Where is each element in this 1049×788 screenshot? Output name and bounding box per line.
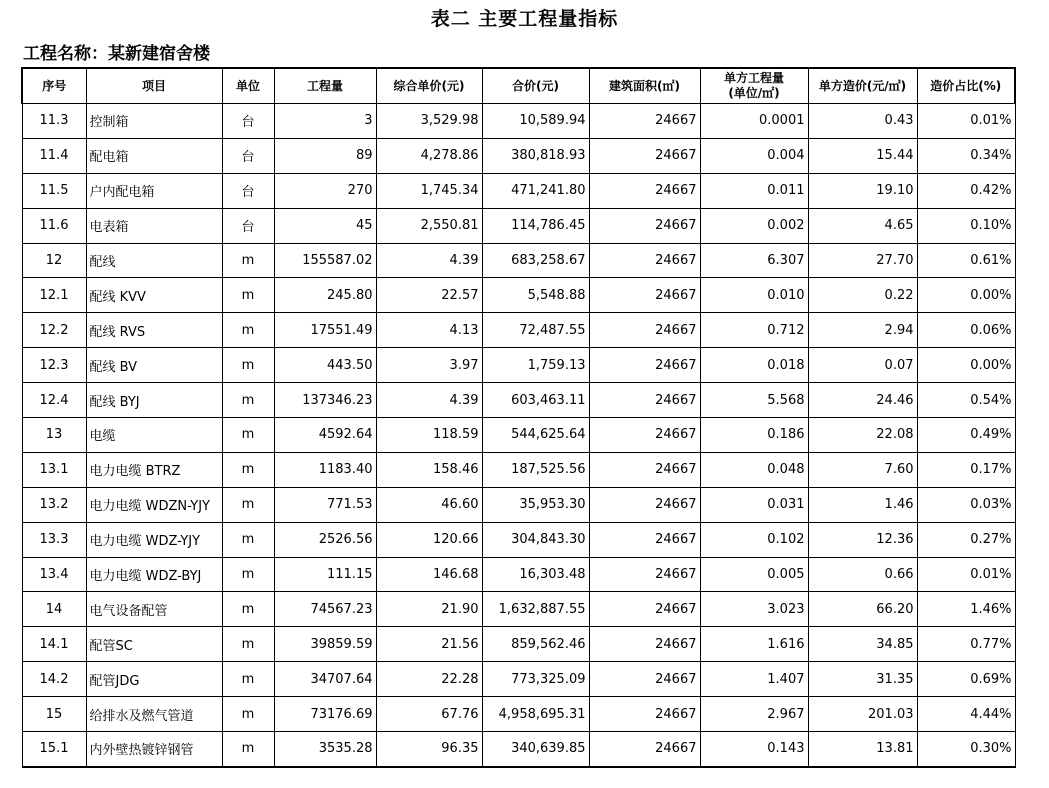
document-title: 表二 主要工程量指标 xyxy=(430,8,619,30)
col-building-area-header-line: 建筑面积(㎡) xyxy=(609,78,680,93)
table-row xyxy=(22,487,1015,522)
col-building-area-cell: 24667 xyxy=(589,732,700,767)
col-item-header xyxy=(86,68,222,104)
col-qty-per-area-cell: 2.967 xyxy=(700,697,808,732)
col-seq-cell: 11.5 xyxy=(22,173,86,208)
col-total-price-cell: 114,786.45 xyxy=(482,208,589,243)
col-seq-cell: 12 xyxy=(22,243,86,278)
col-qty-per-area-cell: 5.568 xyxy=(700,383,808,418)
col-seq-cell: 12.3 xyxy=(22,348,86,383)
col-unit-cell: m xyxy=(222,278,274,313)
col-building-area-cell: 24667 xyxy=(589,208,700,243)
col-cost-ratio-cell: 0.42% xyxy=(917,173,1015,208)
col-unit-price-cell: 2,550.81 xyxy=(376,208,482,243)
col-building-area-cell: 24667 xyxy=(589,697,700,732)
col-building-area-cell: 24667 xyxy=(589,173,700,208)
col-seq-cell: 13 xyxy=(22,418,86,453)
col-total-price-cell: 35,953.30 xyxy=(482,487,589,522)
col-unit-price-cell: 3,529.98 xyxy=(376,104,482,139)
col-unit-cell: m xyxy=(222,487,274,522)
col-building-area-cell: 24667 xyxy=(589,452,700,487)
table-row xyxy=(22,732,1015,767)
col-unit-price-cell: 1,745.34 xyxy=(376,173,482,208)
col-item-cell: 电表箱 xyxy=(86,208,222,243)
col-unit-cell: m xyxy=(222,697,274,732)
col-cost-per-area-cell: 13.81 xyxy=(808,732,917,767)
col-quantity-cell: 443.50 xyxy=(274,348,376,383)
col-item-cell: 电力电缆 WDZ-BYJ xyxy=(86,557,222,592)
col-cost-ratio-cell: 1.46% xyxy=(917,592,1015,627)
col-building-area-cell: 24667 xyxy=(589,627,700,662)
col-seq-cell: 11.3 xyxy=(22,104,86,139)
table-row xyxy=(22,208,1015,243)
col-total-price-cell: 1,759.13 xyxy=(482,348,589,383)
col-unit-cell: m xyxy=(222,557,274,592)
col-qty-per-area-cell: 0.010 xyxy=(700,278,808,313)
col-unit-cell: m xyxy=(222,592,274,627)
table-row xyxy=(22,348,1015,383)
col-item-cell: 配线 BYJ xyxy=(86,383,222,418)
col-quantity-cell: 245.80 xyxy=(274,278,376,313)
col-total-price-cell: 859,562.46 xyxy=(482,627,589,662)
col-total-price-cell: 10,589.94 xyxy=(482,104,589,139)
col-qty-per-area-cell: 0.102 xyxy=(700,522,808,557)
col-item-cell: 电气设备配管 xyxy=(86,592,222,627)
col-quantity-cell: 3 xyxy=(274,104,376,139)
col-building-area-cell: 24667 xyxy=(589,418,700,453)
col-total-price-cell: 4,958,695.31 xyxy=(482,697,589,732)
col-cost-per-area-cell: 27.70 xyxy=(808,243,917,278)
col-unit-cell: m xyxy=(222,418,274,453)
col-unit-price-cell: 4.13 xyxy=(376,313,482,348)
col-cost-ratio-header-line: 造价占比(%) xyxy=(930,78,1002,93)
col-item-cell: 控制箱 xyxy=(86,104,222,139)
col-cost-ratio-cell: 0.00% xyxy=(917,348,1015,383)
table-row xyxy=(22,313,1015,348)
project-name: 工程名称：某新建宿舍楼 xyxy=(23,44,210,64)
col-unit-cell: m xyxy=(222,732,274,767)
col-item-cell: 配管SC xyxy=(86,627,222,662)
col-unit-price-cell: 3.97 xyxy=(376,348,482,383)
col-total-price-cell: 1,632,887.55 xyxy=(482,592,589,627)
col-cost-per-area-cell: 201.03 xyxy=(808,697,917,732)
col-cost-ratio-cell: 0.30% xyxy=(917,732,1015,767)
col-building-area-cell: 24667 xyxy=(589,662,700,697)
col-seq-header-line: 序号 xyxy=(42,78,67,93)
col-cost-ratio-cell: 0.01% xyxy=(917,104,1015,139)
col-cost-ratio-cell: 0.10% xyxy=(917,208,1015,243)
col-qty-per-area-cell: 0.002 xyxy=(700,208,808,243)
col-item-cell: 内外壁热镀锌钢管 xyxy=(86,732,222,767)
table-row xyxy=(22,452,1015,487)
col-quantity-cell: 1183.40 xyxy=(274,452,376,487)
col-quantity-cell: 111.15 xyxy=(274,557,376,592)
col-cost-ratio-cell: 4.44% xyxy=(917,697,1015,732)
col-cost-per-area-cell: 24.46 xyxy=(808,383,917,418)
col-total-price-header-line: 合价(元) xyxy=(512,78,559,93)
col-unit-cell: 台 xyxy=(222,104,274,139)
col-seq-cell: 15 xyxy=(22,697,86,732)
col-item-cell: 电力电缆 WDZN-YJY xyxy=(86,487,222,522)
col-quantity-cell: 155587.02 xyxy=(274,243,376,278)
col-cost-per-area-header-line: 单方造价(元/㎡) xyxy=(818,78,907,93)
col-cost-per-area-cell: 19.10 xyxy=(808,173,917,208)
col-total-price-cell: 380,818.93 xyxy=(482,138,589,173)
quantity-indicator-table xyxy=(21,67,1016,768)
col-cost-per-area-cell: 1.46 xyxy=(808,487,917,522)
col-building-area-cell: 24667 xyxy=(589,138,700,173)
col-cost-ratio-cell: 0.03% xyxy=(917,487,1015,522)
col-unit-header-line: 单位 xyxy=(235,78,260,93)
col-unit-price-cell: 118.59 xyxy=(376,418,482,453)
col-quantity-cell: 17551.49 xyxy=(274,313,376,348)
col-qty-per-area-cell: 3.023 xyxy=(700,592,808,627)
table-row xyxy=(22,662,1015,697)
col-cost-ratio-cell: 0.49% xyxy=(917,418,1015,453)
col-unit-cell: m xyxy=(222,348,274,383)
col-cost-per-area-cell: 12.36 xyxy=(808,522,917,557)
table-row xyxy=(22,173,1015,208)
col-item-cell: 配线 xyxy=(86,243,222,278)
col-building-area-cell: 24667 xyxy=(589,348,700,383)
col-seq-cell: 14 xyxy=(22,592,86,627)
col-unit-price-cell: 21.56 xyxy=(376,627,482,662)
col-total-price-cell: 5,548.88 xyxy=(482,278,589,313)
col-qty-per-area-cell: 0.011 xyxy=(700,173,808,208)
col-item-cell: 配管JDG xyxy=(86,662,222,697)
col-seq-cell: 14.1 xyxy=(22,627,86,662)
table-row xyxy=(22,557,1015,592)
col-building-area-cell: 24667 xyxy=(589,104,700,139)
col-seq-cell: 11.6 xyxy=(22,208,86,243)
col-qty-per-area-cell: 0.018 xyxy=(700,348,808,383)
col-seq-cell: 12.1 xyxy=(22,278,86,313)
col-seq-cell: 12.4 xyxy=(22,383,86,418)
col-unit-cell: m xyxy=(222,627,274,662)
col-seq-cell: 13.4 xyxy=(22,557,86,592)
col-unit-cell: 台 xyxy=(222,138,274,173)
col-cost-ratio-cell: 0.77% xyxy=(917,627,1015,662)
col-quantity-cell: 73176.69 xyxy=(274,697,376,732)
col-seq-header xyxy=(22,68,86,104)
col-unit-price-cell: 158.46 xyxy=(376,452,482,487)
table-header-row xyxy=(22,68,1015,104)
col-building-area-cell: 24667 xyxy=(589,557,700,592)
col-item-cell: 电缆 xyxy=(86,418,222,453)
col-item-cell: 电力电缆 WDZ-YJY xyxy=(86,522,222,557)
col-item-cell: 配线 RVS xyxy=(86,313,222,348)
col-total-price-cell: 544,625.64 xyxy=(482,418,589,453)
col-item-header-line: 项目 xyxy=(141,78,166,93)
col-cost-ratio-cell: 0.54% xyxy=(917,383,1015,418)
col-cost-ratio-cell: 0.34% xyxy=(917,138,1015,173)
col-unit-price-header-line: 综合单价(元) xyxy=(393,78,465,93)
col-qty-per-area-cell: 1.407 xyxy=(700,662,808,697)
col-seq-cell: 14.2 xyxy=(22,662,86,697)
col-quantity-cell: 3535.28 xyxy=(274,732,376,767)
col-total-price-cell: 16,303.48 xyxy=(482,557,589,592)
col-item-cell: 配线 BV xyxy=(86,348,222,383)
col-unit-price-cell: 4.39 xyxy=(376,243,482,278)
col-cost-per-area-cell: 66.20 xyxy=(808,592,917,627)
col-total-price-cell: 187,525.56 xyxy=(482,452,589,487)
col-seq-cell: 13.2 xyxy=(22,487,86,522)
col-cost-per-area-cell: 0.22 xyxy=(808,278,917,313)
col-qty-per-area-header xyxy=(700,68,808,104)
col-cost-per-area-cell: 4.65 xyxy=(808,208,917,243)
col-item-cell: 电力电缆 BTRZ xyxy=(86,452,222,487)
col-cost-ratio-cell: 0.61% xyxy=(917,243,1015,278)
col-unit-price-cell: 46.60 xyxy=(376,487,482,522)
col-qty-per-area-cell: 0.048 xyxy=(700,452,808,487)
col-total-price-cell: 773,325.09 xyxy=(482,662,589,697)
col-unit-price-cell: 96.35 xyxy=(376,732,482,767)
col-unit-price-cell: 146.68 xyxy=(376,557,482,592)
table-body xyxy=(22,104,1015,767)
col-qty-per-area-cell: 0.186 xyxy=(700,418,808,453)
col-qty-per-area-cell: 6.307 xyxy=(700,243,808,278)
col-qty-per-area-cell: 0.712 xyxy=(700,313,808,348)
col-building-area-cell: 24667 xyxy=(589,243,700,278)
col-seq-cell: 13.1 xyxy=(22,452,86,487)
col-quantity-cell: 137346.23 xyxy=(274,383,376,418)
col-building-area-cell: 24667 xyxy=(589,487,700,522)
col-unit-price-cell: 4.39 xyxy=(376,383,482,418)
col-cost-per-area-cell: 0.43 xyxy=(808,104,917,139)
col-item-cell: 配线 KVV xyxy=(86,278,222,313)
col-qty-per-area-header-line: 单方工程量 xyxy=(723,71,784,85)
col-unit-price-cell: 120.66 xyxy=(376,522,482,557)
table-row xyxy=(22,522,1015,557)
col-quantity-cell: 4592.64 xyxy=(274,418,376,453)
col-quantity-cell: 39859.59 xyxy=(274,627,376,662)
col-unit-cell: 台 xyxy=(222,173,274,208)
col-cost-per-area-cell: 22.08 xyxy=(808,418,917,453)
col-quantity-cell: 45 xyxy=(274,208,376,243)
col-item-cell: 配电箱 xyxy=(86,138,222,173)
col-unit-price-cell: 22.28 xyxy=(376,662,482,697)
col-total-price-cell: 304,843.30 xyxy=(482,522,589,557)
table-row xyxy=(22,278,1015,313)
col-unit-cell: m xyxy=(222,313,274,348)
col-unit-cell: m xyxy=(222,662,274,697)
col-quantity-cell: 34707.64 xyxy=(274,662,376,697)
table-row xyxy=(22,697,1015,732)
col-unit-cell: m xyxy=(222,243,274,278)
col-cost-ratio-cell: 0.00% xyxy=(917,278,1015,313)
col-cost-per-area-header xyxy=(808,68,917,104)
col-unit-cell: m xyxy=(222,383,274,418)
col-cost-per-area-cell: 34.85 xyxy=(808,627,917,662)
col-total-price-cell: 683,258.67 xyxy=(482,243,589,278)
col-cost-per-area-cell: 7.60 xyxy=(808,452,917,487)
col-unit-header xyxy=(222,68,274,104)
col-qty-per-area-cell: 0.005 xyxy=(700,557,808,592)
col-cost-per-area-cell: 0.07 xyxy=(808,348,917,383)
col-qty-per-area-cell: 0.031 xyxy=(700,487,808,522)
col-unit-cell: 台 xyxy=(222,208,274,243)
col-total-price-cell: 340,639.85 xyxy=(482,732,589,767)
col-total-price-header xyxy=(482,68,589,104)
col-seq-cell: 12.2 xyxy=(22,313,86,348)
col-cost-per-area-cell: 0.66 xyxy=(808,557,917,592)
col-quantity-cell: 270 xyxy=(274,173,376,208)
col-total-price-cell: 471,241.80 xyxy=(482,173,589,208)
col-qty-per-area-cell: 0.143 xyxy=(700,732,808,767)
col-item-cell: 给排水及燃气管道 xyxy=(86,697,222,732)
col-seq-cell: 11.4 xyxy=(22,138,86,173)
col-quantity-cell: 89 xyxy=(274,138,376,173)
col-qty-per-area-cell: 0.004 xyxy=(700,138,808,173)
col-quantity-cell: 74567.23 xyxy=(274,592,376,627)
col-cost-ratio-cell: 0.01% xyxy=(917,557,1015,592)
col-total-price-cell: 603,463.11 xyxy=(482,383,589,418)
table-row xyxy=(22,138,1015,173)
col-unit-price-header xyxy=(376,68,482,104)
table-row xyxy=(22,418,1015,453)
col-building-area-cell: 24667 xyxy=(589,522,700,557)
col-cost-per-area-cell: 15.44 xyxy=(808,138,917,173)
col-unit-cell: m xyxy=(222,452,274,487)
col-unit-price-cell: 22.57 xyxy=(376,278,482,313)
col-cost-ratio-cell: 0.17% xyxy=(917,452,1015,487)
col-unit-price-cell: 21.90 xyxy=(376,592,482,627)
col-qty-per-area-header-line: (单位/㎡) xyxy=(728,86,780,100)
col-building-area-cell: 24667 xyxy=(589,383,700,418)
col-cost-ratio-cell: 0.69% xyxy=(917,662,1015,697)
table-row xyxy=(22,592,1015,627)
col-seq-cell: 15.1 xyxy=(22,732,86,767)
col-total-price-cell: 72,487.55 xyxy=(482,313,589,348)
table-row xyxy=(22,627,1015,662)
col-cost-ratio-cell: 0.06% xyxy=(917,313,1015,348)
col-qty-per-area-cell: 0.0001 xyxy=(700,104,808,139)
col-cost-per-area-cell: 2.94 xyxy=(808,313,917,348)
col-unit-cell: m xyxy=(222,522,274,557)
table-row xyxy=(22,104,1015,139)
col-quantity-header xyxy=(274,68,376,104)
col-cost-ratio-header xyxy=(917,68,1015,104)
col-item-cell: 户内配电箱 xyxy=(86,173,222,208)
col-building-area-cell: 24667 xyxy=(589,313,700,348)
col-unit-price-cell: 4,278.86 xyxy=(376,138,482,173)
col-building-area-header xyxy=(589,68,700,104)
col-quantity-header-line: 工程量 xyxy=(306,78,343,93)
col-building-area-cell: 24667 xyxy=(589,278,700,313)
col-cost-ratio-cell: 0.27% xyxy=(917,522,1015,557)
col-quantity-cell: 771.53 xyxy=(274,487,376,522)
col-cost-per-area-cell: 31.35 xyxy=(808,662,917,697)
col-quantity-cell: 2526.56 xyxy=(274,522,376,557)
col-unit-price-cell: 67.76 xyxy=(376,697,482,732)
col-seq-cell: 13.3 xyxy=(22,522,86,557)
table-row xyxy=(22,243,1015,278)
col-qty-per-area-cell: 1.616 xyxy=(700,627,808,662)
table-row xyxy=(22,383,1015,418)
col-building-area-cell: 24667 xyxy=(589,592,700,627)
